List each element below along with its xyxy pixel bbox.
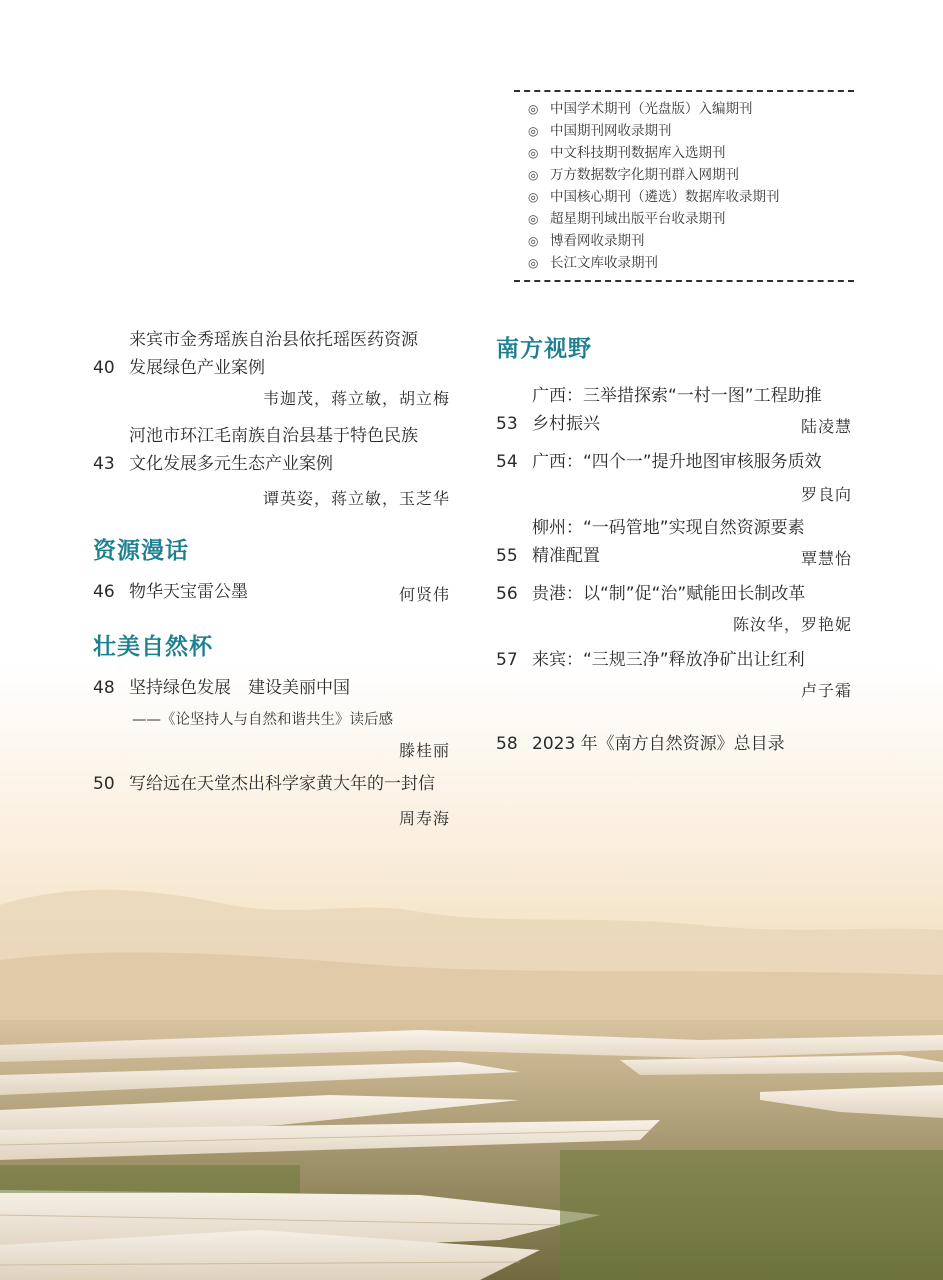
index-list-item: [528, 120, 854, 142]
index-list-text: 博看网收录期刊: [550, 233, 645, 249]
toc-entry-54[interactable]: [496, 448, 822, 476]
index-list-item: [528, 142, 854, 164]
page-number: 46: [93, 582, 115, 602]
article-title-line1: 写给远在天堂杰出科学家黄大年的一封信: [129, 774, 435, 794]
article-title-line1: 河池市环江毛南族自治县基于特色民族: [129, 426, 418, 446]
page-number: 58: [496, 734, 518, 754]
double-circle-icon: ◎: [528, 190, 539, 204]
article-title-line1: 广西：三举措探索“一村一图”工程助推: [532, 386, 822, 406]
toc-entry-53[interactable]: [496, 382, 822, 438]
page-number: 40: [93, 358, 115, 378]
index-list-item: [528, 252, 854, 274]
toc-entry-55[interactable]: [496, 514, 805, 570]
index-list-text: 超星期刊域出版平台收录期刊: [550, 211, 726, 227]
index-list-item: [528, 186, 854, 208]
author-57: 卢子霜: [800, 681, 852, 700]
double-circle-icon: ◎: [528, 168, 539, 182]
page-number: 55: [496, 546, 518, 566]
section-title-zhuangmei: 壮美自然杯: [93, 634, 213, 660]
author-53: 陆凌慧: [800, 417, 852, 436]
page-number: 57: [496, 650, 518, 670]
article-subtitle-48: ——《论坚持人与自然和谐共生》读后感: [132, 712, 393, 728]
index-list-item: [528, 230, 854, 252]
index-list-text: 中国核心期刊（遴选）数据库收录期刊: [550, 189, 780, 205]
author-40: 韦迦茂，蒋立敏，胡立梅: [262, 389, 450, 408]
author-43: 谭英姿，蒋立敏，玉芝华: [262, 489, 450, 508]
article-title-line1: 来宾：“三规三净”释放净矿出让红利: [532, 650, 805, 670]
author-54: 罗良向: [800, 485, 852, 504]
page-number: 56: [496, 584, 518, 604]
index-list-item: [528, 98, 854, 120]
toc-entry-48[interactable]: [93, 674, 350, 702]
page-number: 54: [496, 452, 518, 472]
author-46: 何贤伟: [398, 585, 450, 604]
indexing-list: [514, 92, 854, 280]
toc-entry-43[interactable]: [93, 422, 418, 478]
double-circle-icon: ◎: [528, 102, 539, 116]
author-50: 周寿海: [398, 809, 450, 828]
double-circle-icon: ◎: [528, 256, 539, 270]
double-circle-icon: ◎: [528, 212, 539, 226]
toc-entry-50[interactable]: [93, 770, 435, 798]
toc-entry-46[interactable]: [93, 578, 248, 606]
index-list-text: 中文科技期刊数据库入选期刊: [550, 145, 726, 161]
index-list-text: 中国学术期刊（光盘版）入编期刊: [550, 101, 753, 117]
section-title-ziyuan: 资源漫话: [93, 538, 189, 564]
author-55: 覃慧怡: [800, 549, 852, 568]
article-title-line2: 乡村振兴: [532, 414, 600, 434]
dashed-divider-bottom: [514, 280, 854, 282]
author-56: 陈汝华，罗艳妮: [732, 615, 852, 634]
article-title-line1: 坚持绿色发展 建设美丽中国: [129, 678, 350, 698]
double-circle-icon: ◎: [528, 146, 539, 160]
article-title-line2: 精准配置: [532, 546, 600, 566]
index-list-item: [528, 208, 854, 230]
toc-entry-56[interactable]: [496, 580, 805, 608]
double-circle-icon: ◎: [528, 124, 539, 138]
toc-entry-40[interactable]: [93, 326, 418, 382]
double-circle-icon: ◎: [528, 234, 539, 248]
page-number: 50: [93, 774, 115, 794]
index-list-text: 中国期刊网收录期刊: [550, 123, 672, 139]
article-title-line1: 贵港：以“制”促“治”赋能田长制改革: [532, 584, 806, 604]
page-number: 48: [93, 678, 115, 698]
page-number: 53: [496, 414, 518, 434]
toc-entry-57[interactable]: [496, 646, 805, 674]
section-title-nanfang: 南方视野: [496, 336, 592, 362]
author-48: 滕桂丽: [398, 741, 450, 760]
article-title-line1: 广西：“四个一”提升地图审核服务质效: [532, 452, 822, 472]
toc-entry-58[interactable]: [496, 730, 785, 758]
article-title-line1: 物华天宝雷公墨: [129, 582, 248, 602]
article-title-line2: 文化发展多元生态产业案例: [129, 454, 333, 474]
index-list-text: 长江文库收录期刊: [550, 255, 658, 271]
page-number: 43: [93, 454, 115, 474]
article-title-line2: 发展绿色产业案例: [129, 358, 265, 378]
article-title-line1: 2023 年《南方自然资源》总目录: [532, 734, 785, 754]
indexing-box: [514, 90, 854, 282]
article-title-line1: 柳州：“一码管地”实现自然资源要素: [532, 518, 805, 538]
article-title-line1: 来宾市金秀瑶族自治县依托瑶医药资源: [129, 330, 418, 350]
index-list-text: 万方数据数字化期刊群入网期刊: [550, 167, 739, 183]
index-list-item: [528, 164, 854, 186]
